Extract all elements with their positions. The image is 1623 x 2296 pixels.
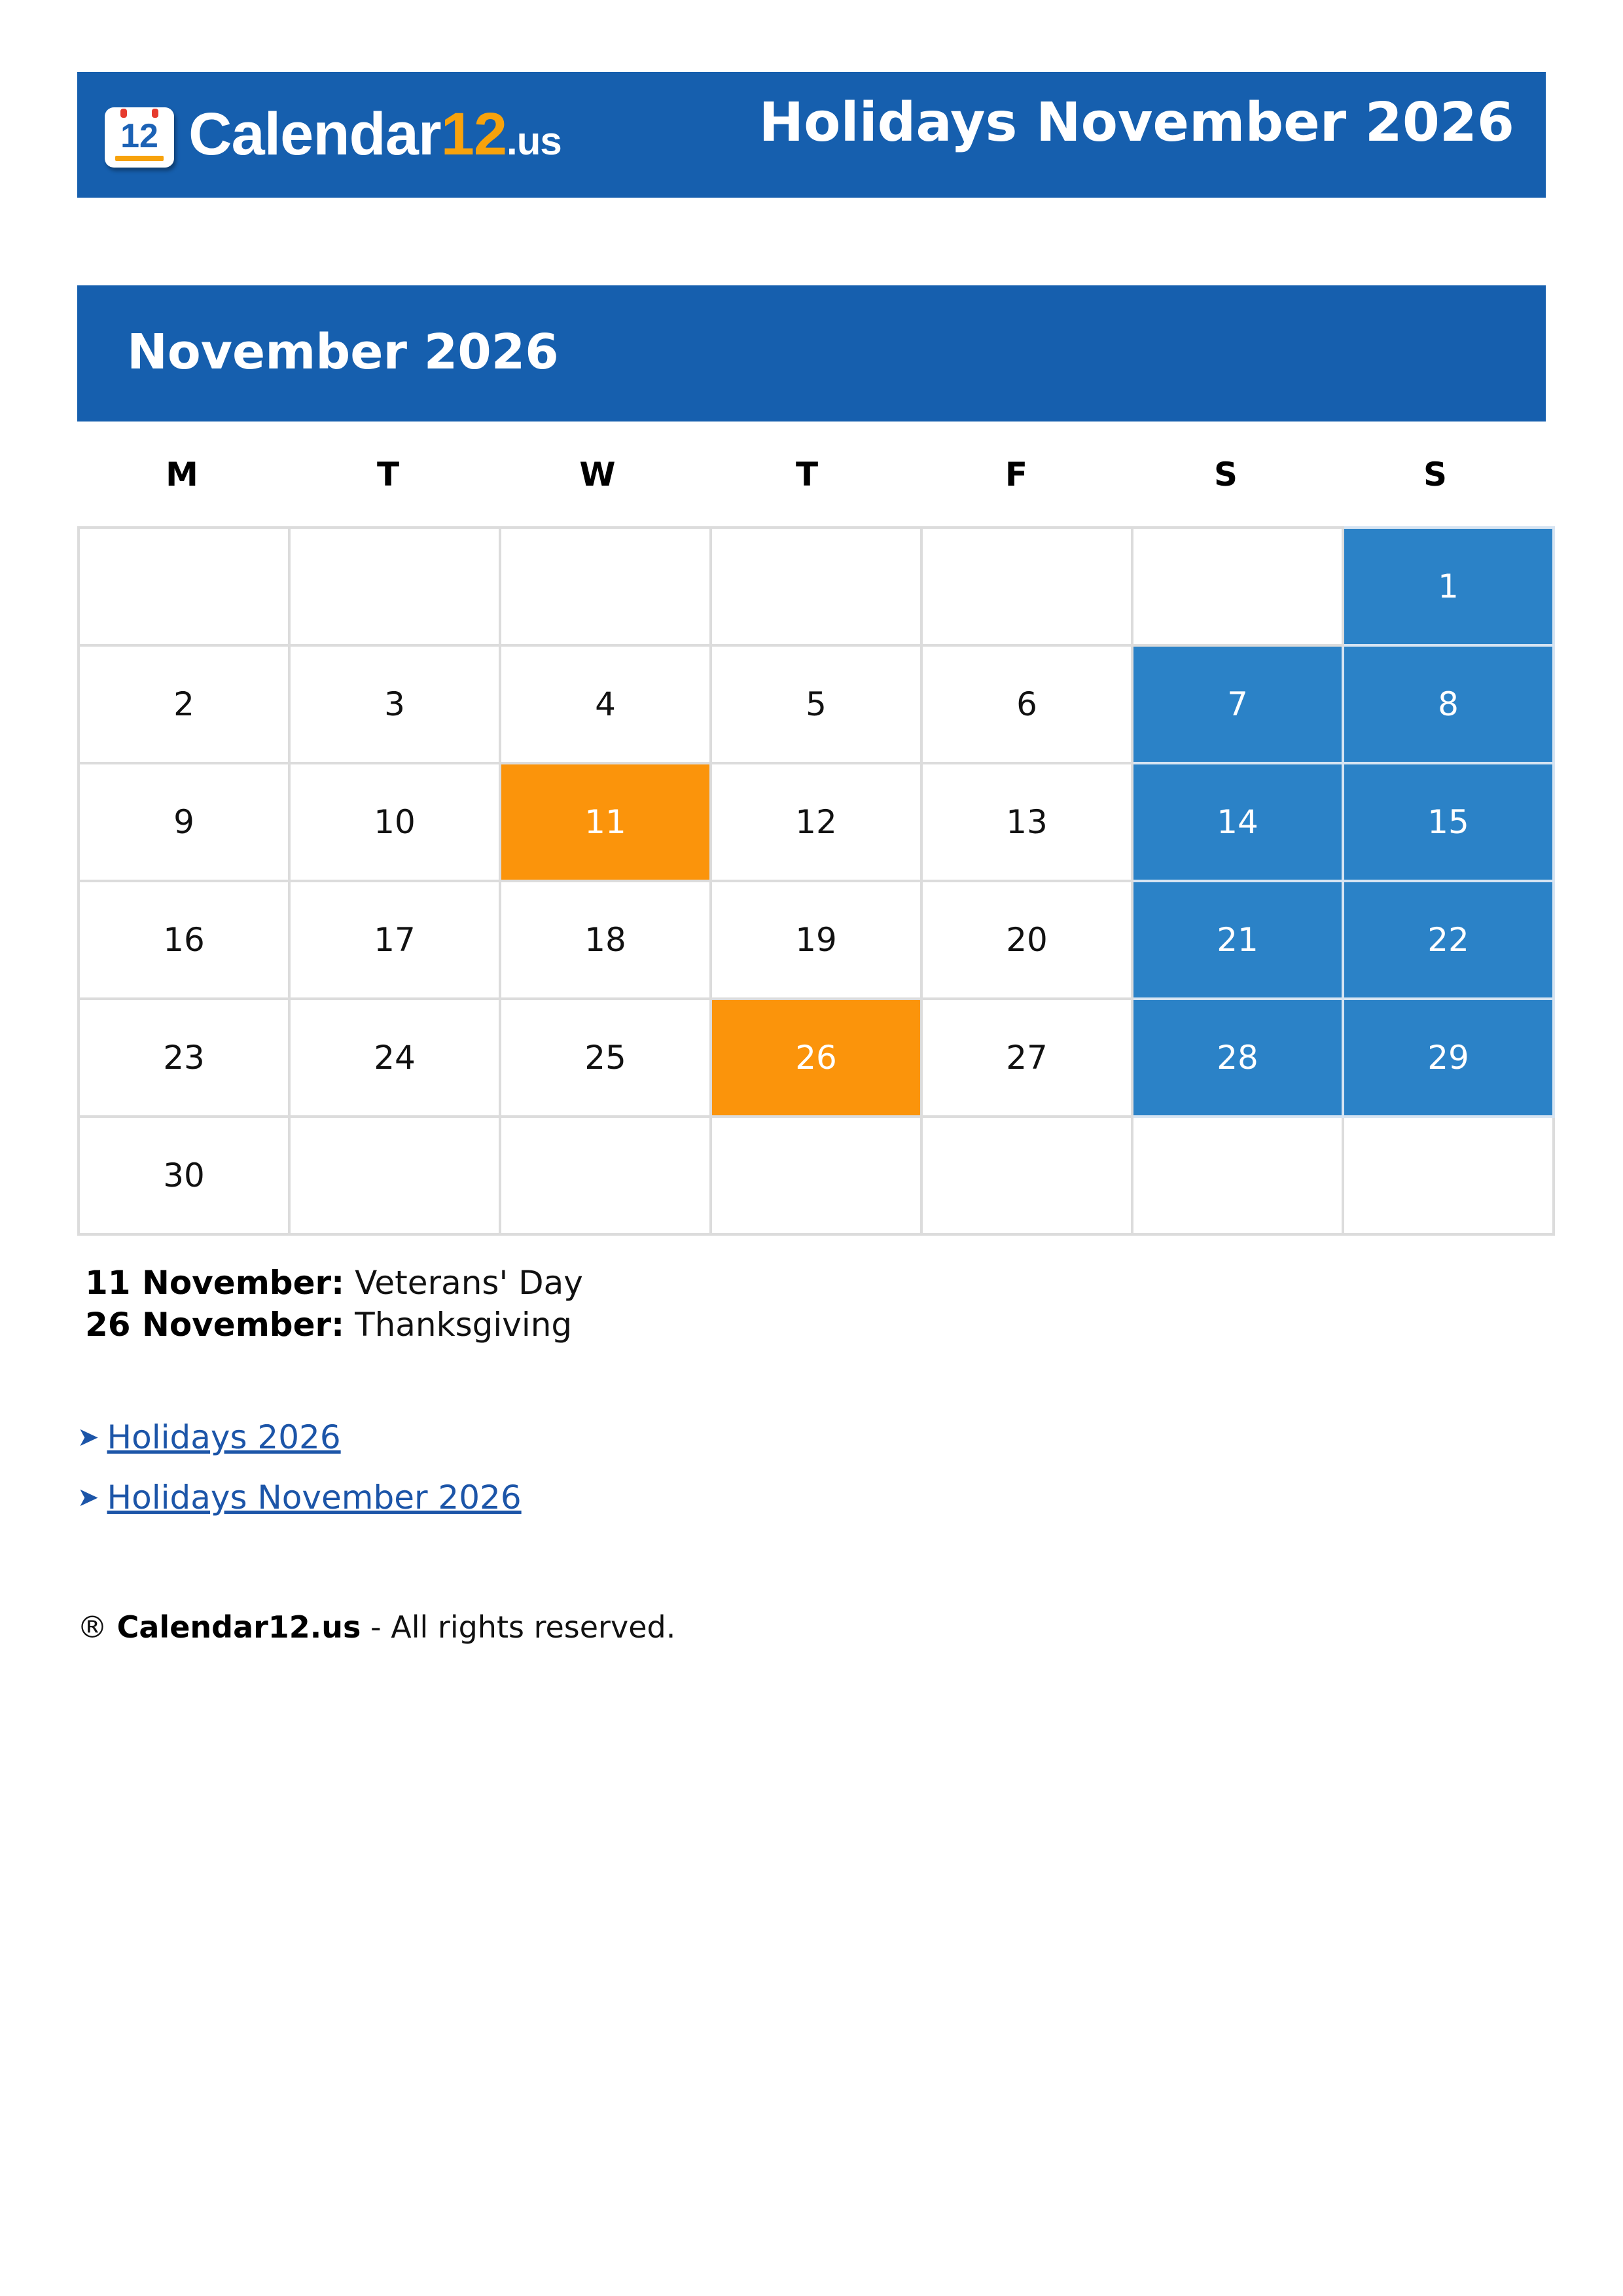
footer-brand: Calendar12.us <box>116 1609 361 1645</box>
calendar-icon-number: 12 <box>120 117 158 155</box>
arrow-right-icon: ➤ <box>77 1482 99 1513</box>
weekday-label-friday: F <box>1005 456 1028 493</box>
day-cell: 30 <box>79 1117 289 1234</box>
day-cell: 10 <box>289 763 500 881</box>
calendar-week-3 <box>79 763 1554 881</box>
day-cell: 16 <box>79 881 289 999</box>
day-cell: 23 <box>79 999 289 1117</box>
holiday-list <box>85 1262 583 1346</box>
logo-wordmark <box>188 101 562 174</box>
calendar-week-2 <box>79 645 1554 763</box>
holiday-name: Veterans' Day <box>355 1264 583 1302</box>
registered-mark: ® <box>77 1609 107 1645</box>
day-cell: 25 <box>500 999 711 1117</box>
day-cell-weekend: 8 <box>1343 645 1554 763</box>
day-cell-weekend: 1 <box>1343 528 1554 645</box>
weekday-label-sunday: S <box>1423 456 1447 493</box>
arrow-right-icon: ➤ <box>77 1422 99 1452</box>
day-cell-empty <box>1343 1117 1554 1234</box>
calendar-ring-right <box>152 109 158 118</box>
day-cell: 2 <box>79 645 289 763</box>
calendar-ring-left <box>120 109 127 118</box>
holiday-date: 11 November: <box>85 1264 345 1302</box>
day-cell: 17 <box>289 881 500 999</box>
day-cell: 5 <box>711 645 921 763</box>
day-cell-weekend: 28 <box>1132 999 1343 1117</box>
link-holidays-month[interactable]: Holidays November 2026 <box>107 1479 522 1516</box>
day-cell-weekend: 29 <box>1343 999 1554 1117</box>
day-cell-weekend: 14 <box>1132 763 1343 881</box>
page-title: Holidays November 2026 <box>758 92 1514 154</box>
day-cell: 20 <box>921 881 1132 999</box>
day-cell: 24 <box>289 999 500 1117</box>
day-cell: 27 <box>921 999 1132 1117</box>
day-cell-empty <box>500 528 711 645</box>
day-cell-empty <box>711 528 921 645</box>
day-cell-empty <box>711 1117 921 1234</box>
day-cell: 4 <box>500 645 711 763</box>
calendar-week-5 <box>79 999 1554 1117</box>
related-links <box>77 1407 522 1528</box>
day-cell-empty <box>289 1117 500 1234</box>
day-cell-holiday: 11 <box>500 763 711 881</box>
calendar-week-1 <box>79 528 1554 645</box>
day-cell-weekend: 15 <box>1343 763 1554 881</box>
day-cell: 13 <box>921 763 1132 881</box>
day-cell-empty <box>1132 528 1343 645</box>
link-row <box>77 1467 522 1528</box>
day-cell: 19 <box>711 881 921 999</box>
weekday-label-thursday: T <box>795 456 819 493</box>
calendar-icon-underline <box>115 156 164 161</box>
day-cell-empty <box>289 528 500 645</box>
day-cell-weekend: 22 <box>1343 881 1554 999</box>
weekday-label-monday: M <box>166 456 198 493</box>
holiday-date: 26 November: <box>85 1306 345 1344</box>
logo-name-digits: 12 <box>440 100 507 168</box>
calendar-grid <box>77 526 1555 1236</box>
link-holidays-year[interactable]: Holidays 2026 <box>107 1418 341 1456</box>
day-cell-holiday: 26 <box>711 999 921 1117</box>
site-logo[interactable] <box>105 100 562 170</box>
top-header-bar <box>77 72 1546 198</box>
month-title: November 2026 <box>127 324 559 380</box>
day-cell: 6 <box>921 645 1132 763</box>
calendar-week-6 <box>79 1117 1554 1234</box>
logo-name-tld: .us <box>507 118 562 163</box>
weekday-label-wednesday: W <box>579 456 616 493</box>
holiday-item <box>85 1304 583 1346</box>
calendar-icon <box>105 107 174 168</box>
day-cell-empty <box>921 528 1132 645</box>
weekday-header-row <box>77 445 1543 504</box>
weekday-label-saturday: S <box>1213 456 1238 493</box>
day-cell-empty <box>1132 1117 1343 1234</box>
holiday-item <box>85 1262 583 1304</box>
day-cell-empty <box>500 1117 711 1234</box>
logo-name-prefix: Calendar <box>188 100 441 168</box>
day-cell: 9 <box>79 763 289 881</box>
footer-rights: - All rights reserved. <box>370 1609 676 1645</box>
month-header-bar <box>77 285 1546 422</box>
day-cell-empty <box>921 1117 1132 1234</box>
holiday-name: Thanksgiving <box>355 1306 573 1344</box>
weekday-label-tuesday: T <box>376 456 400 493</box>
day-cell-weekend: 21 <box>1132 881 1343 999</box>
link-row <box>77 1407 522 1467</box>
calendar-week-4 <box>79 881 1554 999</box>
day-cell-empty <box>79 528 289 645</box>
day-cell-weekend: 7 <box>1132 645 1343 763</box>
day-cell: 12 <box>711 763 921 881</box>
day-cell: 18 <box>500 881 711 999</box>
day-cell: 3 <box>289 645 500 763</box>
footer <box>77 1607 675 1647</box>
